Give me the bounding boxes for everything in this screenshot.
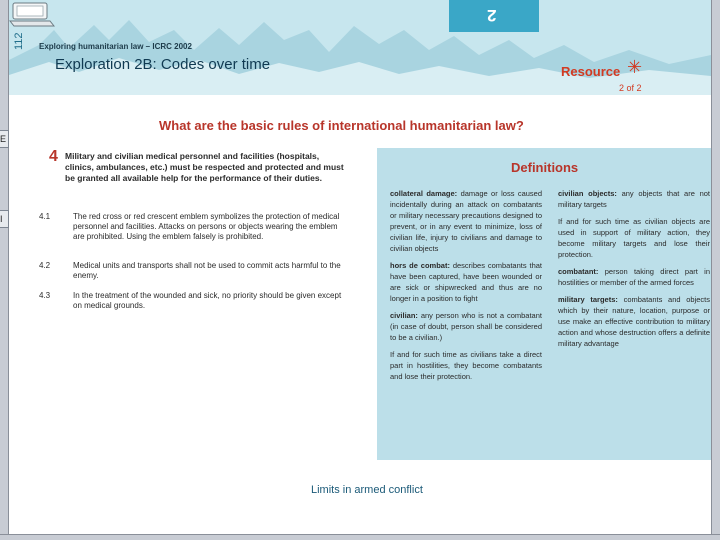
page-footer: Limits in armed conflict [311,484,423,496]
definition-item [558,216,710,260]
definition-text: person taking direct part in hostilities or member of the armed forces [558,267,710,287]
page-number: 112 [13,32,25,50]
definition-term: civilian objects: [558,189,617,198]
sub-rule-text: In the treatment of the wounded and sick, no priority should be given except on medical grounds. [73,291,342,310]
chapter-number: 2 [487,6,497,25]
sub-rule-number: 4.2 [39,261,51,270]
main-heading: What are the basic rules of international humanitarian law? [159,118,524,133]
definitions-column-left [390,188,542,388]
definition-term: hors de combat: [390,261,450,270]
definition-item [558,266,710,288]
definition-text: any person who is not a combatant (in case of doubt, person shall be considered to be a civilian.) [390,311,542,342]
definition-term: military targets: [558,295,618,304]
definitions-column-right [558,188,710,355]
definition-term: collateral damage: [390,189,458,198]
definition-term: civilian: [390,311,418,320]
resource-label: Resource [561,64,621,79]
page-title: Exploration 2B: Codes over time [55,56,271,73]
series-title: Exploring humanitarian law – ICRC 2002 [39,42,192,51]
definition-text: any objects that are not military targets [558,189,710,209]
definition-text: If and for such time as civilian objects are used in support of military action, they become military targets and lose their protection. [558,217,710,259]
header-banner [9,0,711,95]
definition-item [558,188,710,210]
definition-item [390,260,542,304]
side-tab[interactable]: I [0,210,9,228]
definition-item [390,349,542,382]
sub-rule-number: 4.1 [39,212,51,221]
resource-page: 2 of 2 [619,83,642,93]
definition-text: describes combatants that have been captured, have been wounded or are sick or shipwrecked and thus are no longer in a position to fight [390,261,542,303]
laptop-icon [9,0,55,28]
bottom-window-edge [0,534,720,540]
rule-number: 4 [49,148,58,165]
definition-text: combatants and objects which by their nature, location, purpose or use make an effective contribution to military action and whose destruction offers a definite military advantage [558,295,710,348]
definition-text: damage or loss caused incidentally during an attack on combatants or military necessary precautions designed to prevent, or in any event to minimize, loss of civilian life, injury to civilians and damage to civilian objects [390,189,543,253]
sub-rule-text: Medical units and transports shall not be used to commit acts harmful to the enemy. [73,261,341,280]
sub-rule-number: 4.3 [39,291,51,300]
sub-rule-text: The red cross or red crescent emblem symbolizes the protection of medical personnel and facilities. Attacks on persons or objects wearing the emblem are prohibited. Using the emblem falsely is prohibited. [73,212,340,241]
rule-text: Military and civilian medical personnel and facilities (hospitals, clinics, ambulances, etc.) must be respected and protected and must be granted all available help for the performance of their duties. [65,151,344,183]
side-tab[interactable]: E [0,130,9,148]
definition-term: combatant: [558,267,599,276]
asterisk-icon: ✳ [627,57,643,77]
definition-item [390,310,542,343]
document-page [9,0,711,534]
definition-item [558,294,710,349]
definitions-title: Definitions [511,160,579,175]
left-window-edge [0,0,9,540]
definition-item [390,188,542,254]
definition-text: If and for such time as civilians take a direct part in hostilities, they become combatants and lose their protection. [390,350,542,381]
right-window-edge [711,0,720,540]
